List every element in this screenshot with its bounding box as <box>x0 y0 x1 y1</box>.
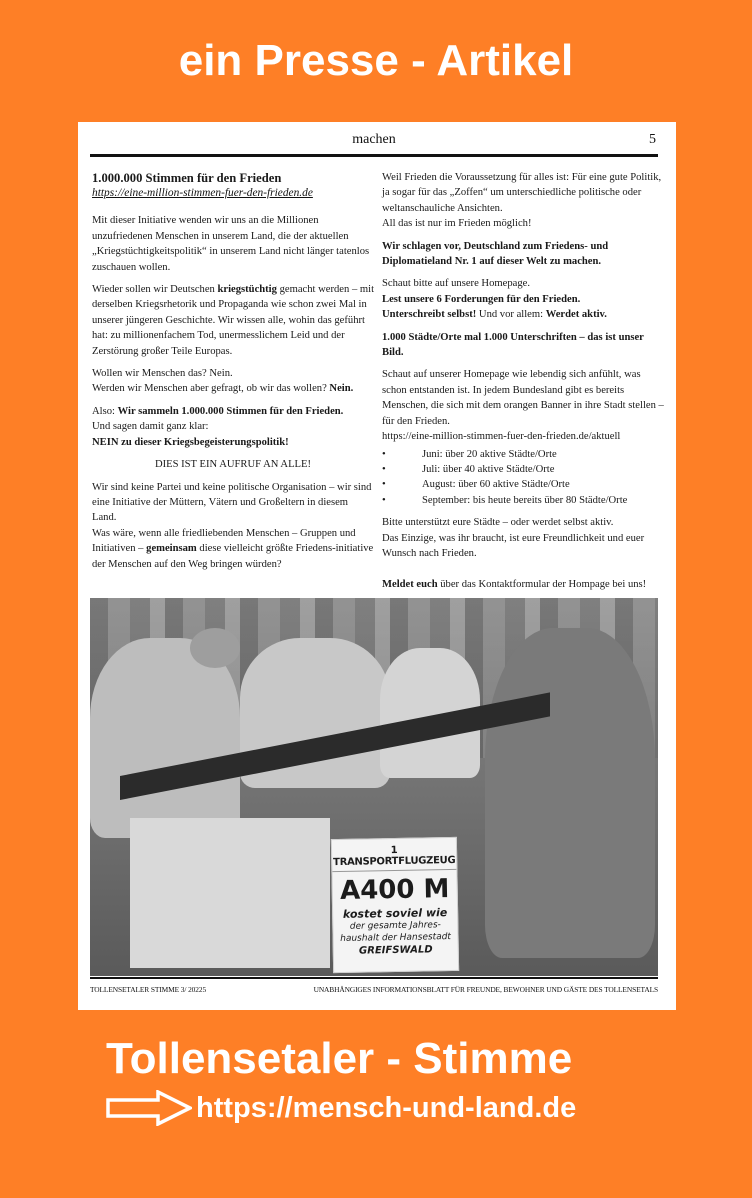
article-headline: 1.000.000 Stimmen für den Frieden <box>92 171 282 185</box>
page-header <box>90 130 658 156</box>
paragraph-vision: 1.000 Städte/Orte mal 1.000 Unterschriften – das ist unser Bild. <box>382 331 644 359</box>
issue-label: TOLLENSETALER STIMME 3/ 20225 <box>90 985 207 994</box>
header-rule <box>90 154 658 157</box>
paragraph-question: Wollen wir Menschen das? Nein. Werden wir Menschen aber gefragt, ob wir das wollen? Nein. <box>92 368 354 395</box>
paragraph-progress: Schaut auf unserer Homepage wie lebendig sich anfühlt, was schon entstanden ist. In jedem Bundesland gibt es bereits Menschen, die sich mit dem orangen Banner in ihre Stadt stellen – für den Frieden. https://eine-million-stimmen-fuer-den-frieden.de/aktuell <box>382 369 664 443</box>
call-to-all: DIES IST EIN AUFRUF AN ALLE! <box>154 459 312 471</box>
newspaper-page <box>78 122 676 1010</box>
aktuell-link[interactable]: https://eine-million-stimmen-fuer-den-frieden.de/aktuell <box>382 431 621 443</box>
page-number: 5 <box>649 132 656 147</box>
footer-rule <box>90 977 658 979</box>
timeline-item: • Juli: über 40 aktive Städte/Orte <box>382 462 664 477</box>
left-column <box>92 170 374 579</box>
table-banner <box>130 818 330 968</box>
brand-name: Tollensetaler - Stimme <box>106 1034 573 1083</box>
paragraph-who-we-are: Wir sind keine Partei und keine politische Organisation – wir sind eine Initiative der Müttern, Vätern und Großeltern in diesem Land. <box>92 481 372 524</box>
protest-sign: 1 TRANSPORTFLUGZEUG A400 M kostet soviel wie der gesamte Jahres- haushalt der Hansestadt GREIFSWALD <box>331 837 459 973</box>
article-link[interactable]: https://eine-million-stimmen-fuer-den-frieden.de <box>92 187 313 199</box>
paragraph-peace-basis: Weil Frieden die Voraussetzung für alles ist: Für eine gute Politik, ja sogar für das „Zoffen“ um unterschiedliche politische oder weltanschauliche Ansichten. All das ist nur im Frieden möglich! <box>382 172 662 230</box>
right-column <box>382 170 664 600</box>
brand-url-row[interactable] <box>106 1088 576 1128</box>
paragraph-proposal: Wir schlagen vor, Deutschland zum Friedens- und Diplomatieland Nr. 1 auf dieser Welt zu machen. <box>382 240 609 268</box>
timeline-list <box>382 447 664 509</box>
brand-url-link[interactable]: https://mensch-und-land.de <box>196 1091 577 1124</box>
timeline-item: • August: über 60 aktive Städte/Orte <box>382 477 664 492</box>
paragraph-goal: Also: Wir sammeln 1.000.000 Stimmen für den Frieden. Und sagen damit ganz klar: NEIN zu dieser Kriegsbegeisterungspolitik! <box>92 405 344 448</box>
event-photo <box>90 598 658 976</box>
person-tshirt <box>485 628 655 958</box>
footer-tagline: UNABHÄNGIGES INFORMATIONSBLATT FÜR FREUNDE, BEWOHNER UND GÄSTE DES TOLLENSETALS <box>313 985 658 994</box>
paragraph-together: Was wäre, wenn alle friedliebenden Menschen – Gruppen und Initiativen – gemeinsam diese vielleicht größte Friedens-initiative der Menschen auf den Weg bringen würden? <box>92 527 374 570</box>
paragraph-support: Bitte unterstützt eure Städte – oder werdet selbst aktiv. Das Einzige, was ihr braucht, ist eure Freundlichkeit und euer Wunsch nach Frieden. <box>382 517 645 559</box>
person-striped-shirt <box>90 638 240 838</box>
section-title: machen <box>352 132 396 147</box>
paragraph-homepage: Schaut bitte auf unsere Homepage. Lest unsere 6 Forderungen für den Frieden. Unterschreibt selbst! Und vor allem: Werdet aktiv. <box>382 278 607 321</box>
paragraph-history: Wieder sollen wir Deutschen kriegstüchtig gemacht werden – mit derselben Kriegsrhetorik und Propaganda wie schon zwei Mal in unserer jüngeren Geschichte. Wir wissen alle, wohin das geführt hat: zu millionenfachem Tod, unermesslichem Leid und der Zerstörung großer Teile Europas. <box>92 284 375 357</box>
timeline-item: • September: bis heute bereits über 80 Städte/Orte <box>382 493 664 508</box>
banner-title: ein Presse - Artikel <box>178 36 574 85</box>
paragraph-contact: Meldet euch über das Kontaktformular der Hompage bei uns! <box>382 579 647 591</box>
person-cap <box>190 628 240 668</box>
right-arrow-outline-icon <box>106 1090 192 1126</box>
paragraph-intro: Mit dieser Initiative wenden wir uns an die Millionen unzufriedenen Menschen in unserem Land, die der aktuellen „Kriegstüchtigkeitspolitik“ in unserem Land nicht länger tatenlos zuschauen wollen. <box>92 215 370 273</box>
timeline-item: • Juni: über 20 aktive Städte/Orte <box>382 447 664 462</box>
